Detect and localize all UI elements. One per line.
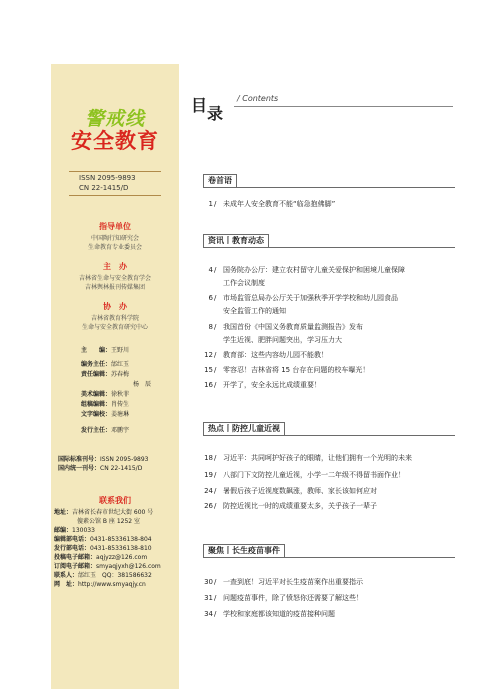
divider (69, 171, 161, 172)
contents-title-english: / Contents (237, 94, 279, 103)
staff-entry: 美术编辑：徐秋菲 (81, 391, 130, 398)
section-header (203, 174, 455, 188)
staff-entry: 文字编校：姜塘琳 (81, 411, 130, 418)
serial-number: 国内统一刊号：CN 22-1415/D (58, 465, 143, 472)
guidance-unit-title: 指导单位 (99, 222, 131, 231)
divider (234, 106, 453, 107)
contact-line: 邮编：130033 (54, 527, 95, 534)
contact-line: 傻素公馆 B 座 1252 室 (77, 518, 141, 525)
contact-email[interactable]: 订阅电子邮箱：smyaqjyxh@126.com (54, 563, 161, 570)
staff-entry: 发行主任：邓鹏宇 (81, 427, 130, 434)
website-link[interactable]: 网 址：http://www.smyaqjy.cn (54, 581, 146, 588)
magazine-logo-subtitle: 警戒线 (84, 108, 145, 130)
sponsor-line: 吉林舆林报刊传媒集团 (84, 284, 145, 291)
sponsor-title: 主 办 (103, 262, 127, 271)
co-sponsor-line: 吉林省教育科学院 (90, 315, 139, 322)
co-sponsor-title: 协 办 (103, 302, 127, 311)
issn-number: ISSN 2095-9893 (79, 174, 136, 182)
contact-title: 联系我们 (99, 496, 131, 505)
contact-line: 编辑部电话：0431-85336138-804 (54, 536, 152, 543)
section-tag: 热点丨防控儿童近视 (203, 422, 285, 435)
magazine-logo-title: 安全教育 (71, 129, 159, 153)
staff-entry: 责任编辑：苏春梅 (81, 371, 130, 378)
guidance-unit-line: 中国陶行知研究会 (90, 235, 139, 242)
section-tag: 资讯丨教育动态 (203, 234, 269, 247)
divider (69, 195, 161, 196)
masthead-sidebar (51, 64, 179, 689)
guidance-unit-line: 生命教育专业委员会 (87, 244, 142, 251)
sponsor-line: 吉林省生命与安全教育学会 (78, 275, 151, 282)
section-tag: 聚焦丨长生疫苗事件 (203, 544, 285, 557)
contact-line: 联系人：邰红玉 QQ：381586632 (54, 572, 152, 579)
section-tag: 卷首语 (203, 174, 237, 187)
section-header (203, 234, 455, 248)
cn-number: CN 22-1415/D (79, 184, 129, 192)
contact-line: 地址：吉林省长春市世纪大街 600 号 (54, 509, 154, 516)
serial-number: 国际标准刊号：ISSN 2095-9893 (58, 456, 149, 463)
staff-entry: 组稿编辑：肖传生 (81, 401, 130, 408)
staff-entry: 编务主任：邰红玉 (81, 361, 130, 368)
co-sponsor-line: 生命与安全教育研究中心 (81, 324, 148, 331)
section-header (203, 544, 455, 558)
staff-entry: 杨 辰 (133, 381, 152, 388)
contact-line: 发行部电话：0431-85336138-810 (54, 545, 152, 552)
section-header (203, 422, 455, 436)
contents-title: 目录 (191, 96, 224, 123)
staff-entry: 主 编：王野川 (81, 347, 130, 354)
contact-email[interactable]: 投稿电子邮箱：aqjyzz@126.com (54, 554, 148, 561)
